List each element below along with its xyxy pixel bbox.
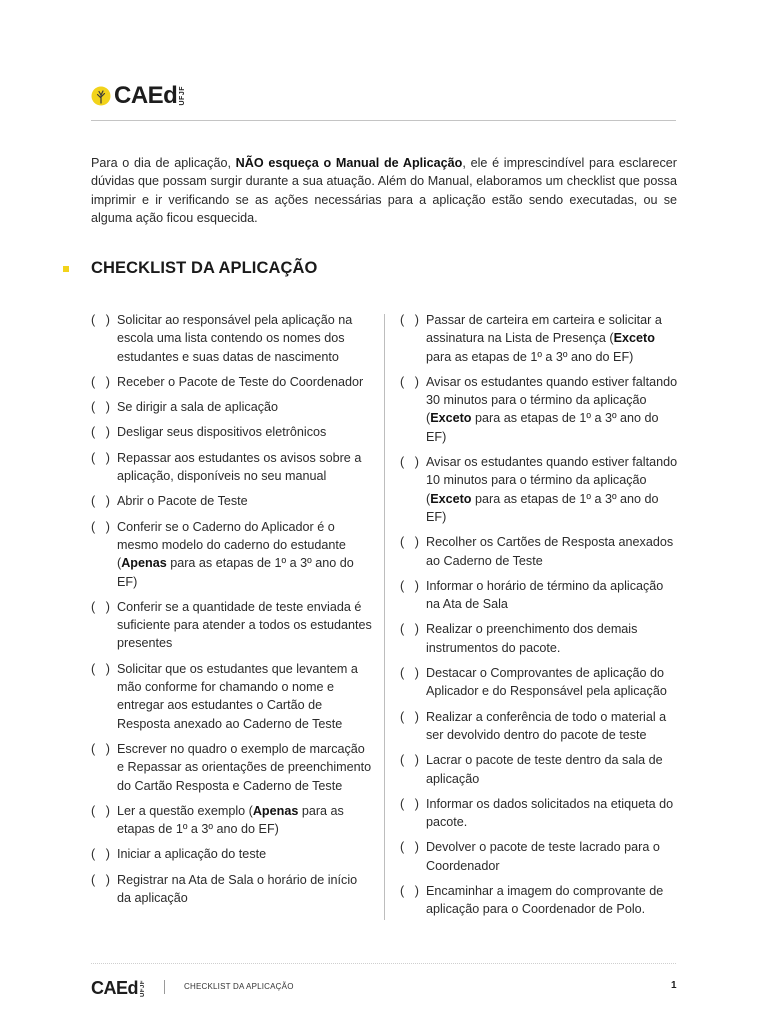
checklist-item (400, 373, 680, 446)
checklist-item-text (117, 373, 374, 391)
logo-wordmark: CAEd (114, 82, 178, 109)
checklist-item (400, 311, 680, 366)
checkbox-marker[interactable]: ( ) (91, 741, 110, 756)
item-text-end: para as etapas de 1º a 3º ano do EF) (426, 491, 659, 524)
checklist-item (91, 449, 374, 486)
checklist-item (400, 664, 680, 701)
item-text: Avisar os estudantes quando estiver faltando 30 minutos para o término da aplicação ( (426, 374, 678, 426)
item-bold-text: Apenas (121, 556, 167, 571)
checkbox-marker[interactable]: ( ) (400, 622, 419, 637)
item-text-end: para as etapas de 1º a 3º ano do EF) (117, 803, 344, 837)
item-text: Conferir se o Caderno do Aplicador é o mesmo modelo do caderno do estudante ( (117, 519, 346, 571)
checklist-item-text (426, 838, 680, 875)
checklist-item-text (117, 518, 374, 591)
item-text-end: para as etapas de 1º a 3º ano do EF) (117, 556, 354, 589)
item-text: Iniciar a aplicação do teste (117, 847, 267, 862)
checkbox-marker[interactable]: ( ) (91, 599, 110, 614)
checklist-item (91, 871, 374, 908)
checklist-item (91, 740, 374, 795)
checklist-left-column (91, 311, 374, 914)
checklist-item (400, 620, 680, 657)
footer-logo-subtext: UFJF (140, 979, 146, 997)
checkbox-marker[interactable]: ( ) (400, 666, 419, 681)
item-text: Registrar na Ata de Sala o horário de início da aplicação (117, 872, 358, 906)
item-text: Conferir se a quantidade de teste enviada é suficiente para atender a todos os estudantes presentes (117, 599, 372, 651)
checklist-item (400, 533, 680, 570)
checkbox-marker[interactable]: ( ) (91, 313, 110, 327)
checkbox-marker[interactable]: ( ) (400, 455, 419, 470)
checklist-item (400, 838, 680, 875)
item-text: Escrever no quadro o exemplo de marcação e Repassar as orientações de preenchimento do Cartão Resposta e Caderno de Teste (117, 741, 372, 793)
checklist-item-text (117, 311, 374, 366)
checkbox-marker[interactable]: ( ) (91, 872, 110, 887)
checkbox-marker[interactable]: ( ) (91, 450, 110, 465)
footer-label: CHECKLIST DA APLICAÇÃO (184, 982, 294, 991)
item-bold-text: Exceto (613, 331, 655, 346)
item-text: Passar de carteira em carteira e solicitar a assinatura na Lista de Presença ( (426, 313, 662, 346)
page-number: 1 (671, 980, 677, 991)
checklist-item-text (117, 449, 374, 486)
checklist-item (91, 598, 374, 653)
intro-bold-text: NÃO esqueça o Manual de Aplicação (235, 156, 463, 170)
checklist-item (91, 802, 374, 839)
checkbox-marker[interactable]: ( ) (91, 519, 110, 534)
item-text: Devolver o pacote de teste lacrado para o Coordenador (426, 840, 660, 873)
footer-logo-wordmark: CAEd (91, 978, 138, 998)
checklist-item-text (426, 453, 680, 526)
checklist-item (91, 845, 374, 863)
intro-text-start: Para o dia de aplicação, (91, 156, 236, 170)
checkbox-marker[interactable]: ( ) (400, 753, 419, 768)
section-bullet (63, 266, 69, 272)
checklist-item (91, 492, 374, 510)
item-text: Abrir o Pacote de Teste (117, 494, 248, 509)
item-bold-text: Apenas (252, 803, 299, 818)
checklist-item-text (117, 492, 374, 510)
checklist-item (400, 453, 680, 526)
checklist-item (91, 398, 374, 416)
item-text: Encaminhar a imagem do comprovante de aplicação para o Coordenador de Polo. (426, 884, 664, 917)
header-divider (91, 120, 676, 121)
checklist-item (91, 518, 374, 591)
checklist-item-text (117, 398, 374, 416)
checkbox-marker[interactable]: ( ) (400, 709, 419, 724)
checklist-item-text (426, 882, 680, 919)
checklist-item-text (426, 373, 680, 446)
checklist-item (91, 423, 374, 441)
item-text: Avisar os estudantes quando estiver faltando 10 minutos para o término da aplicação ( (426, 455, 678, 506)
checkbox-marker[interactable]: ( ) (91, 425, 110, 440)
checklist-item-text (117, 598, 374, 653)
footer-separator (164, 980, 165, 994)
item-text: Destacar o Comprovantes de aplicação do Aplicador e do Responsável pela aplicação (426, 666, 667, 699)
item-text: Informar os dados solicitados na etiqueta do pacote. (426, 796, 674, 830)
checkbox-marker[interactable]: ( ) (91, 400, 110, 415)
checklist-item (91, 660, 374, 733)
checklist-item-text (426, 664, 680, 701)
tree-logo-icon (91, 86, 111, 106)
checklist-item-text (426, 708, 680, 745)
item-text: Desligar seus dispositivos eletrônicos (117, 425, 327, 440)
item-text: Solicitar ao responsável pela aplicação na escola uma lista contendo os nomes dos estudantes e suas datas de nascimento (117, 313, 353, 364)
checklist-item-text (117, 871, 374, 908)
checklist-item (91, 373, 374, 391)
item-text: Receber o Pacote de Teste do Coordenador (117, 374, 364, 389)
checklist-item-text (117, 845, 374, 863)
item-text: Realizar o preenchimento dos demais instrumentos do pacote. (426, 622, 638, 655)
item-text: Ler a questão exemplo ( (117, 803, 253, 818)
item-text-end: para as etapas de 1º a 3º ano do EF) (426, 349, 634, 364)
checkbox-marker[interactable]: ( ) (400, 840, 419, 855)
checkbox-marker[interactable]: ( ) (91, 661, 110, 676)
checklist-item (400, 577, 680, 614)
checklist-item-text (426, 795, 680, 832)
column-divider (384, 314, 385, 920)
item-text-end: para as etapas de 1º a 3º ano do EF) (426, 411, 659, 444)
checklist-item (400, 751, 680, 788)
item-text: Recolher os Cartões de Resposta anexados ao Caderno de Teste (426, 535, 674, 568)
item-text: Realizar a conferência de todo o material a ser devolvido dentro do pacote de teste (426, 709, 667, 742)
checkbox-marker[interactable]: ( ) (400, 884, 419, 899)
checkbox-marker[interactable]: ( ) (400, 374, 419, 389)
checklist-item (91, 311, 374, 366)
item-text: Lacrar o pacote de teste dentro da sala de aplicação (426, 753, 663, 786)
logo-subtext: UFJF (179, 86, 187, 106)
checklist-item-text (426, 533, 680, 570)
checklist-item-text (117, 660, 374, 733)
item-bold-text: Exceto (430, 491, 472, 506)
checklist-item (400, 795, 680, 832)
checkbox-marker[interactable]: ( ) (91, 494, 110, 509)
checkbox-marker[interactable]: ( ) (91, 847, 110, 862)
checklist-item-text (117, 740, 374, 795)
checklist-item-text (117, 802, 374, 839)
checklist-item-text (426, 620, 680, 657)
checkbox-marker[interactable]: ( ) (400, 796, 419, 811)
checklist-item-text (426, 751, 680, 788)
item-text: Solicitar que os estudantes que levantem a mão conforme for chamando o nome e entregar aos estudantes o Cartão de Resposta anexado ao Caderno de Teste (117, 661, 358, 731)
checkbox-marker[interactable]: ( ) (400, 535, 419, 550)
footer-caed-logo (91, 978, 146, 998)
section-title: CHECKLIST DA APLICAÇÃO (91, 259, 318, 277)
checkbox-marker[interactable]: ( ) (91, 803, 110, 818)
checklist-item-text (426, 311, 680, 366)
checkbox-marker[interactable]: ( ) (400, 313, 419, 327)
item-text: Se dirigir a sala de aplicação (117, 400, 279, 415)
intro-text-end: , ele é imprescindível para esclarecer dúvidas que possam surgir durante a sua atuação. Além do Manual, elaboramos um checklist que possa imprimir e ir verificando se as ações necessárias para a aplicação estão sendo executadas, ou se alguma ação ficou esquecida. (91, 156, 677, 225)
checklist-item-text (117, 423, 374, 441)
intro-paragraph (91, 154, 677, 227)
checkbox-marker[interactable]: ( ) (91, 374, 110, 389)
checklist-item-text (426, 577, 680, 614)
checklist-item (400, 708, 680, 745)
item-text: Repassar aos estudantes os avisos sobre a aplicação, disponíveis no seu manual (117, 450, 362, 484)
item-bold-text: Exceto (430, 411, 472, 426)
caed-logo (91, 84, 186, 108)
checkbox-marker[interactable]: ( ) (400, 578, 419, 593)
item-text: Informar o horário de término da aplicação na Ata de Sala (426, 578, 664, 612)
checklist-item (400, 882, 680, 919)
checklist-right-column (400, 311, 680, 926)
footer-divider (91, 963, 676, 964)
